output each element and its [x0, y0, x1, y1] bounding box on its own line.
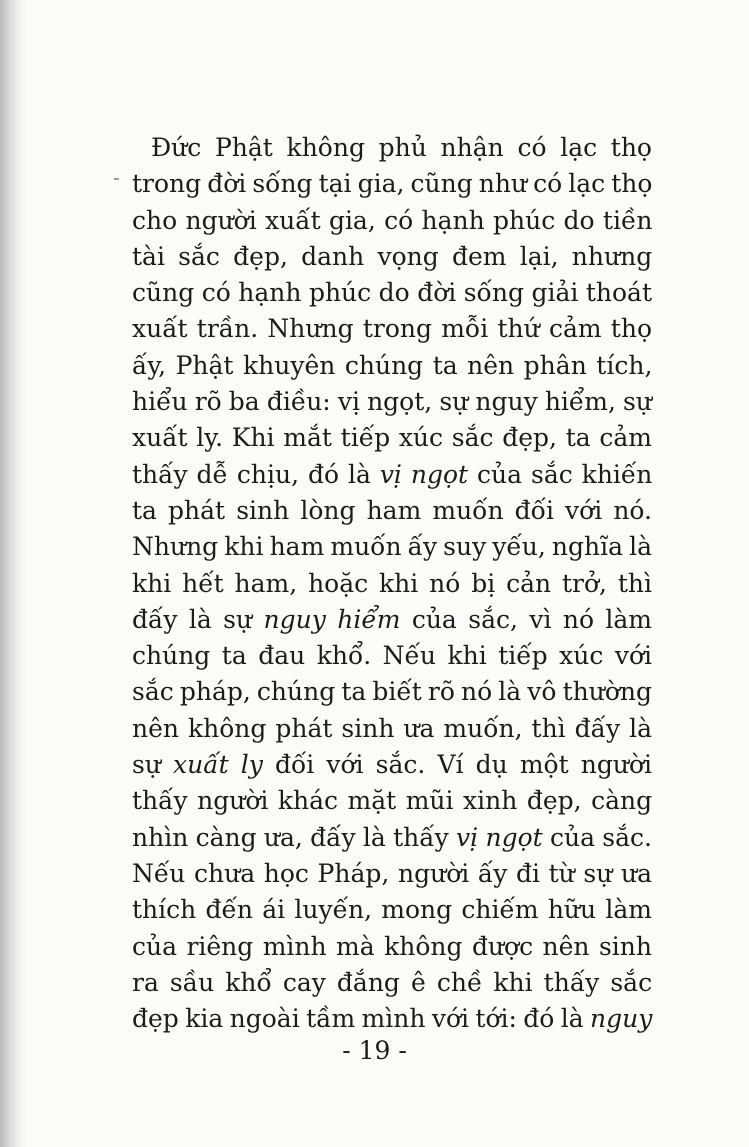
text-line: thích đến ái luyến, mong chiếm hữu làm	[132, 895, 652, 925]
italic-term: xuất ly	[173, 750, 263, 780]
text-line: nhìn càng ưa, đấy là thấy vị ngọt của sắc.	[132, 822, 652, 852]
page-binding-shadow	[0, 0, 26, 1147]
italic-term: vị ngọt	[379, 459, 469, 489]
text-line: thấy người khác mặt mũi xinh đẹp, càng	[132, 786, 653, 816]
text-line: cũng có hạnh phúc do đời sống giải thoát	[132, 278, 652, 308]
italic-term: nguy hiểm	[263, 604, 401, 634]
text-line: đẹp kia ngoài tầm mình với tới: đó là nguy	[132, 1004, 653, 1034]
text-line: ra sầu khổ cay đắng ê chề khi thấy sắc	[132, 967, 653, 997]
text-line: xuất ly. Khi mắt tiếp xúc sắc đẹp, ta cảm	[132, 423, 652, 453]
text-line: đấy là sự nguy hiểm của sắc, vì nó làm	[132, 604, 653, 634]
italic-term: nguy	[590, 1004, 653, 1034]
text-line: xuất trần. Nhưng trong mỗi thứ cảm thọ	[132, 314, 652, 344]
text-line: ấy, Phật khuyên chúng ta nên phân tích,	[132, 350, 653, 380]
text-line: ta phát sinh lòng ham muốn đối với nó.	[132, 495, 652, 525]
text-line: cho người xuất gia, có hạnh phúc do tiền	[132, 205, 653, 235]
text-line: Nếu chưa học Pháp, người ấy đi từ sự ưa	[132, 858, 652, 888]
page-number: - 19 -	[342, 1036, 407, 1065]
text-line: của riêng mình mà không được nên sinh	[132, 931, 652, 961]
text-line: hiểu rõ ba điều: vị ngọt, sự nguy hiểm, sự	[132, 387, 652, 417]
body-paragraph	[132, 130, 652, 1037]
text-line: Đức Phật không phủ nhận có lạc thọ	[151, 133, 652, 162]
italic-term: vị ngọt	[456, 822, 543, 852]
text-line: chúng ta đau khổ. Nếu khi tiếp xúc với	[132, 641, 652, 671]
print-speck	[114, 178, 119, 180]
text-line: Nhưng khi ham muốn ấy suy yếu, nghĩa là	[132, 532, 652, 562]
text-line: sự xuất ly đối với sắc. Ví dụ một người	[132, 750, 652, 780]
text-line: trong đời sống tại gia, cũng như có lạc thọ	[132, 169, 653, 199]
text-line: sắc pháp, chúng ta biết rõ nó là vô thường	[132, 677, 652, 707]
text-line: tài sắc đẹp, danh vọng đem lại, nhưng	[132, 241, 653, 271]
text-line: thấy dễ chịu, đó là vị ngọt của sắc khiến	[132, 459, 653, 489]
text-line: khi hết ham, hoặc khi nó bị cản trở, thì	[132, 568, 652, 598]
text-line: nên không phát sinh ưa muốn, thì đấy là	[132, 713, 652, 743]
